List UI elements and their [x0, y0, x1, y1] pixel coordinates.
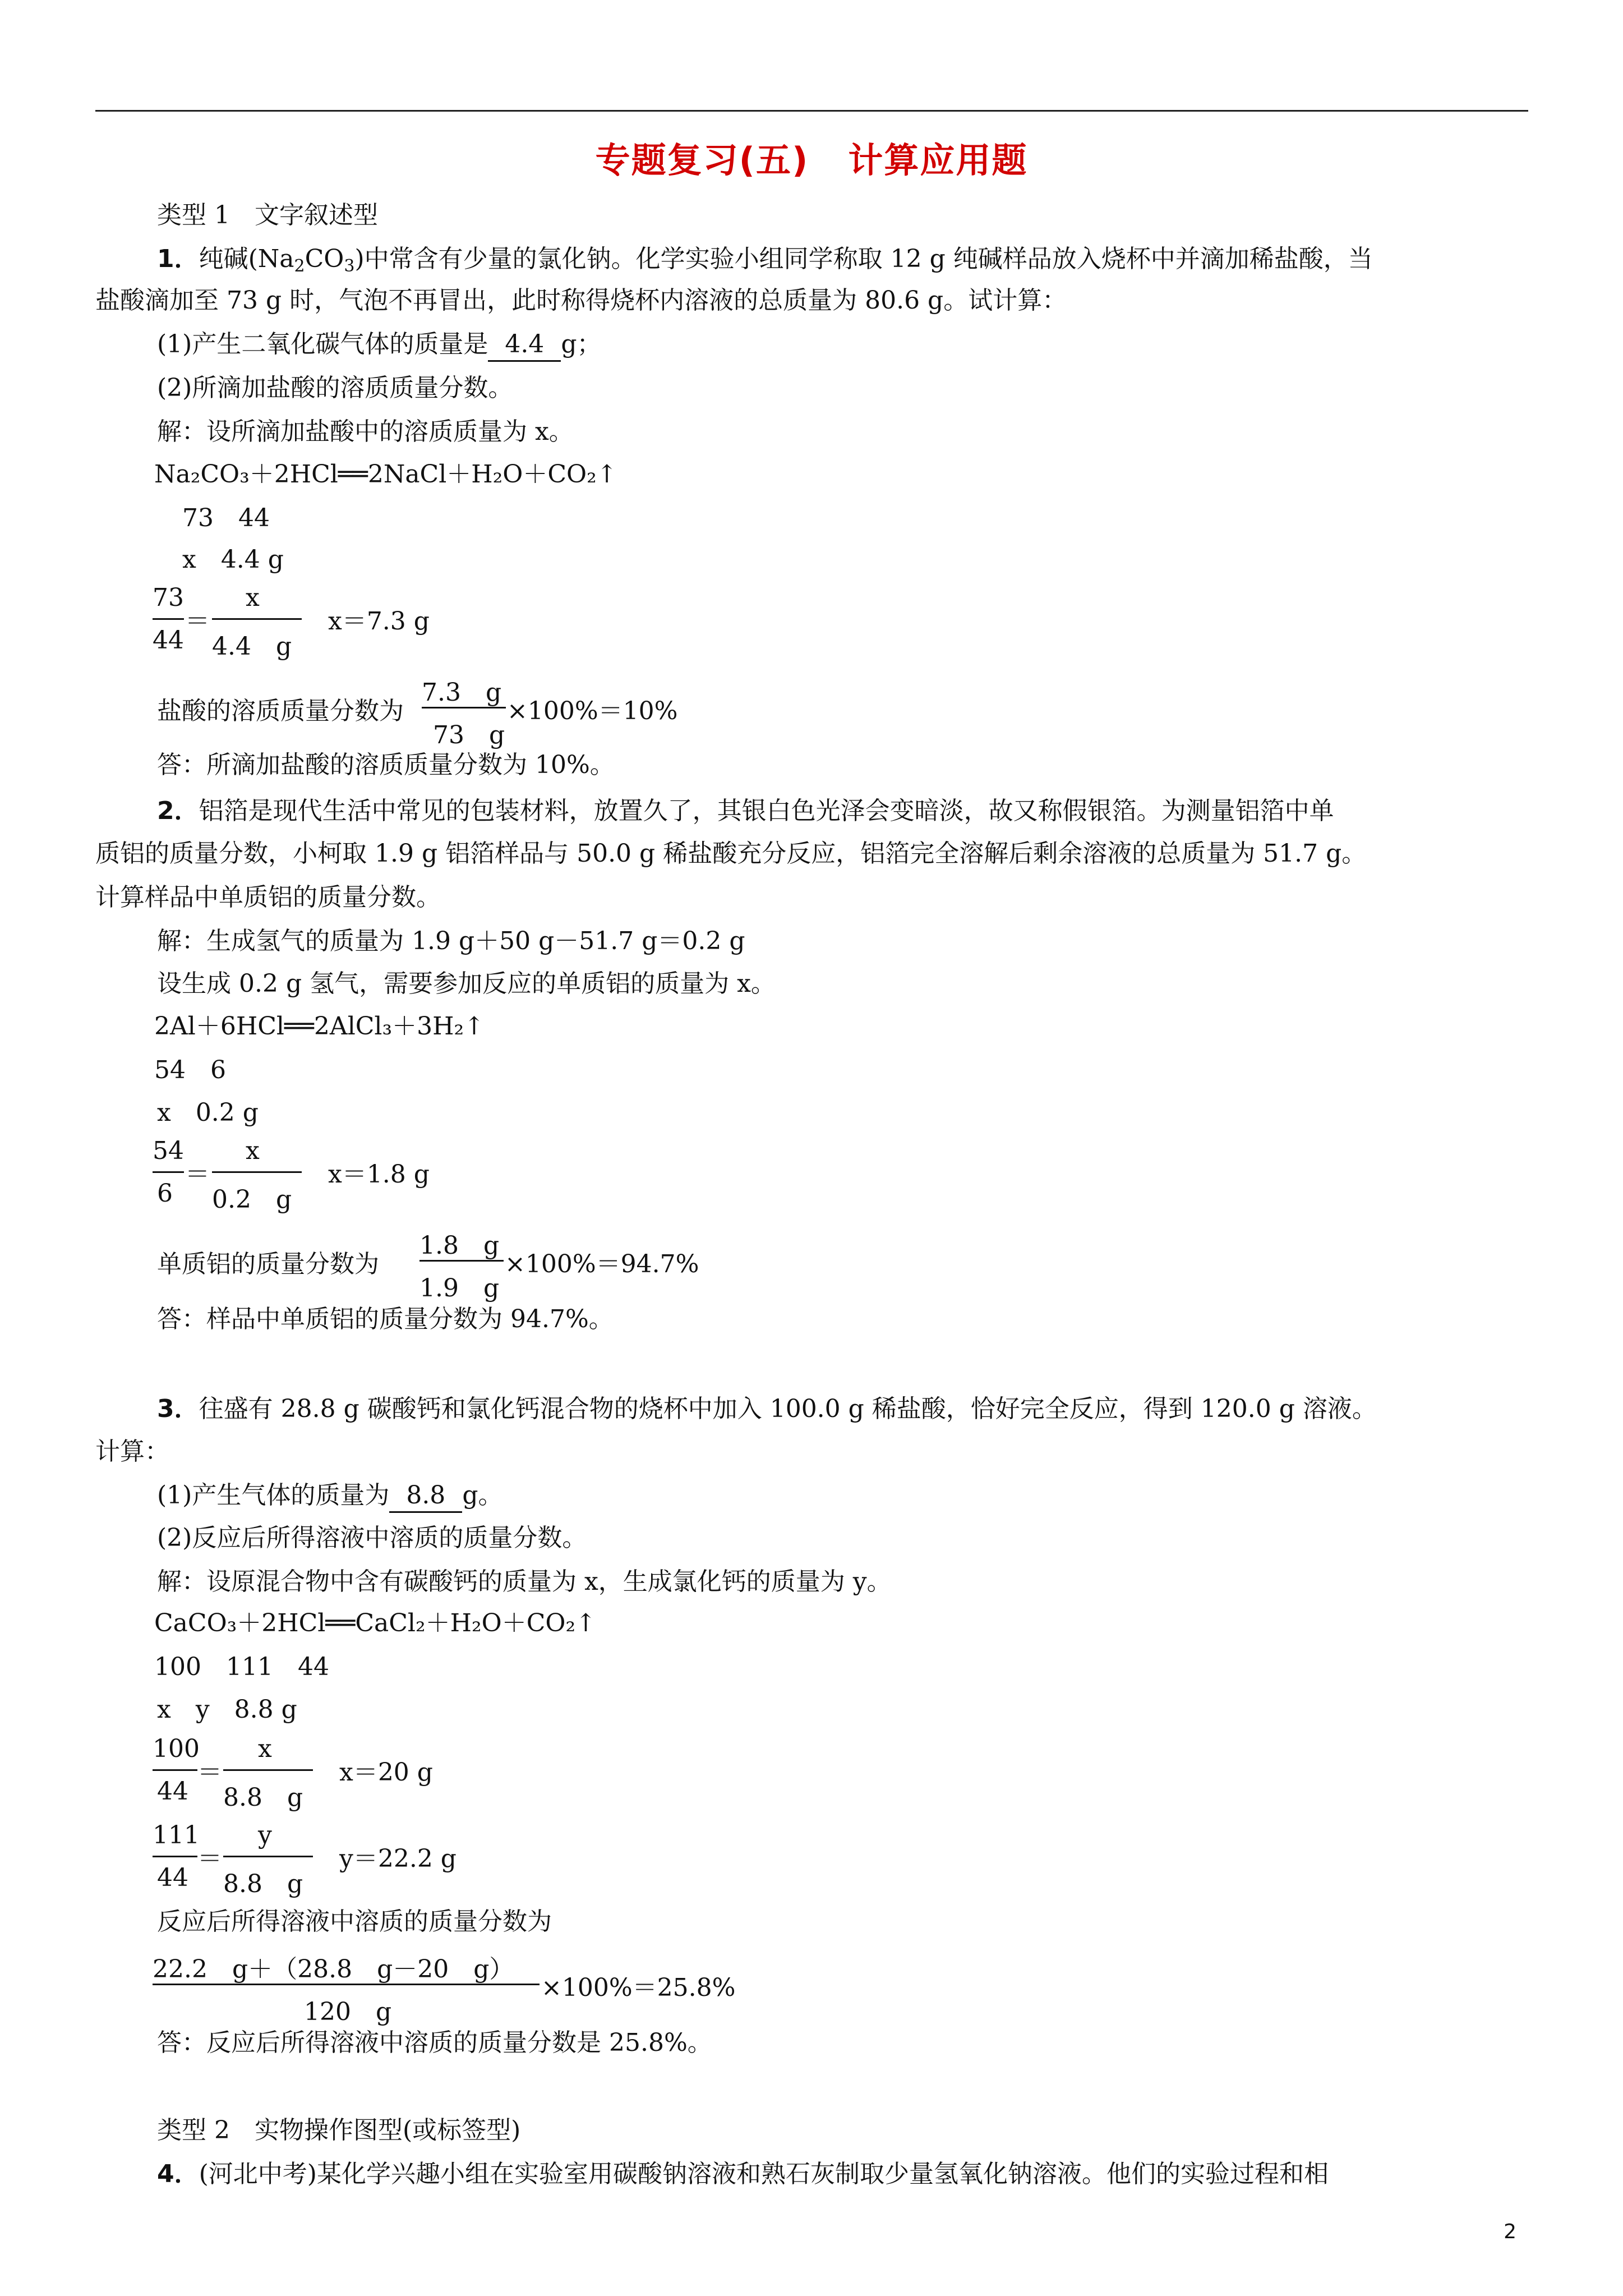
q1-line-1: 1．纯碱$(Na_2CO_3)$中常含有少量的氯化钠。化学实验小组同学称取 12 g 纯碱样品放入烧杯中并滴加稀盐酸，当: [157, 245, 1373, 276]
q1-mass-row-1: 73 44: [182, 504, 270, 532]
q2-x-result: x＝1.8 g: [328, 1160, 430, 1189]
q2-line-2: 质铝的质量分数，小柯取 1.9 g 铝箔样品与 50.0 g 稀盐酸充分反应，铝箔完全溶解后剩余溶液的总质量为 51.7 g。: [95, 839, 1367, 868]
q3-equals-b: ＝: [197, 1844, 222, 1873]
title-part-2: 计算应用题: [848, 140, 1028, 181]
q1-equation: Na₂CO₃＋2HCl══2NaCl＋H₂O＋CO₂↑: [154, 460, 617, 489]
section-heading-type2: 类型 2 实物操作图型(或标签型): [157, 2116, 521, 2145]
q1-equals: ＝: [185, 607, 210, 636]
q3-percent-label: 反应后所得溶液中溶质的质量分数为: [157, 1907, 552, 1936]
q4-line-1: 4．(河北中考)某化学兴趣小组在实验室用碳酸钠溶液和熟石灰制取少量氢氧化钠溶液。他们的实验过程和相: [157, 2160, 1329, 2188]
q3-equals-a: ＝: [197, 1758, 222, 1787]
q1-mass-row-2: x 4.4 g: [182, 545, 284, 574]
q1-percent-label: 盐酸的溶质质量分数为: [157, 697, 404, 725]
q3-equation: CaCO₃＋2HCl══CaCl₂＋H₂O＋CO₂↑: [154, 1609, 596, 1637]
q3-mass-row-1: 100 111 44: [154, 1653, 329, 1681]
title-part-1: 专题复习(五): [595, 140, 809, 181]
q2-mass-row-1: 54 6: [154, 1056, 226, 1084]
q2-equals: ＝: [185, 1160, 210, 1189]
q2-line-3: 计算样品中单质铝的质量分数。: [95, 883, 441, 912]
page-title: [0, 132, 1623, 182]
q2-equation: 2Al＋6HCl══2AlCl₃＋3H₂↑: [154, 1012, 485, 1041]
page-number: 2: [1504, 2220, 1516, 2243]
q3-sub-2: (2)反应后所得溶液中溶质的质量分数。: [157, 1524, 587, 1552]
q2-percent-result: ×100%＝94.7%: [505, 1250, 699, 1278]
q2-solution-1: 解：生成氢气的质量为 1.9 g＋50 g－51.7 g＝0.2 g: [157, 927, 745, 955]
q3-answer-blank: 8.8: [389, 1480, 462, 1513]
q2-line-1: 2．铝箔是现代生活中常见的包装材料，放置久了，其银白色光泽会变暗淡，故又称假银箔。为测量铝箔中单: [157, 797, 1334, 825]
q1-line-2: 盐酸滴加至 73 g 时，气泡不再冒出，此时称得烧杯内溶液的总质量为 80.6 g。试计算：: [95, 286, 1067, 315]
q2-answer: 答：样品中单质铝的质量分数为 94.7%。: [157, 1305, 614, 1333]
q1-answer-blank: 4.4: [488, 329, 561, 362]
q2-solution-2: 设生成 0.2 g 氢气，需要参加反应的单质铝的质量为 x。: [157, 969, 776, 998]
q3-x-result: x＝20 g: [339, 1758, 433, 1787]
q3-line-2: 计算：: [95, 1437, 169, 1466]
q3-y-result: y＝22.2 g: [339, 1844, 457, 1873]
q2-percent-label: 单质铝的质量分数为: [157, 1250, 379, 1278]
header-rule: [95, 110, 1528, 112]
q1-solution-intro: 解：设所滴加盐酸中的溶质质量为 x。: [157, 417, 574, 446]
q1-x-result: x＝7.3 g: [328, 607, 430, 636]
q3-sub-1: (1)产生气体的质量为 8.8 g。: [157, 1480, 502, 1513]
q3-percent-result: ×100%＝25.8%: [541, 1973, 736, 2002]
q2-mass-row-2: x 0.2 g: [157, 1098, 259, 1127]
q3-mass-row-2: x y 8.8 g: [157, 1695, 297, 1724]
q1-sub-1: (1)产生二氧化碳气体的质量是 4.4 g；: [157, 329, 601, 362]
q1-sub-2: (2)所滴加盐酸的溶质质量分数。: [157, 374, 513, 402]
q3-solution-intro: 解：设原混合物中含有碳酸钙的质量为 x，生成氯化钙的质量为 y。: [157, 1567, 892, 1596]
q3-line-1: 3．往盛有 28.8 g 碳酸钙和氯化钙混合物的烧杯中加入 100.0 g 稀盐酸，恰好完全反应，得到 120.0 g 溶液。: [157, 1395, 1377, 1423]
q3-answer: 答：反应后所得溶液中溶质的质量分数是 25.8%。: [157, 2028, 712, 2057]
q1-answer: 答：所滴加盐酸的溶质质量分数为 10%。: [157, 751, 615, 779]
section-heading-type1: 类型 1 文字叙述型: [157, 201, 378, 229]
q1-percent-result: ×100%＝10%: [507, 697, 678, 725]
